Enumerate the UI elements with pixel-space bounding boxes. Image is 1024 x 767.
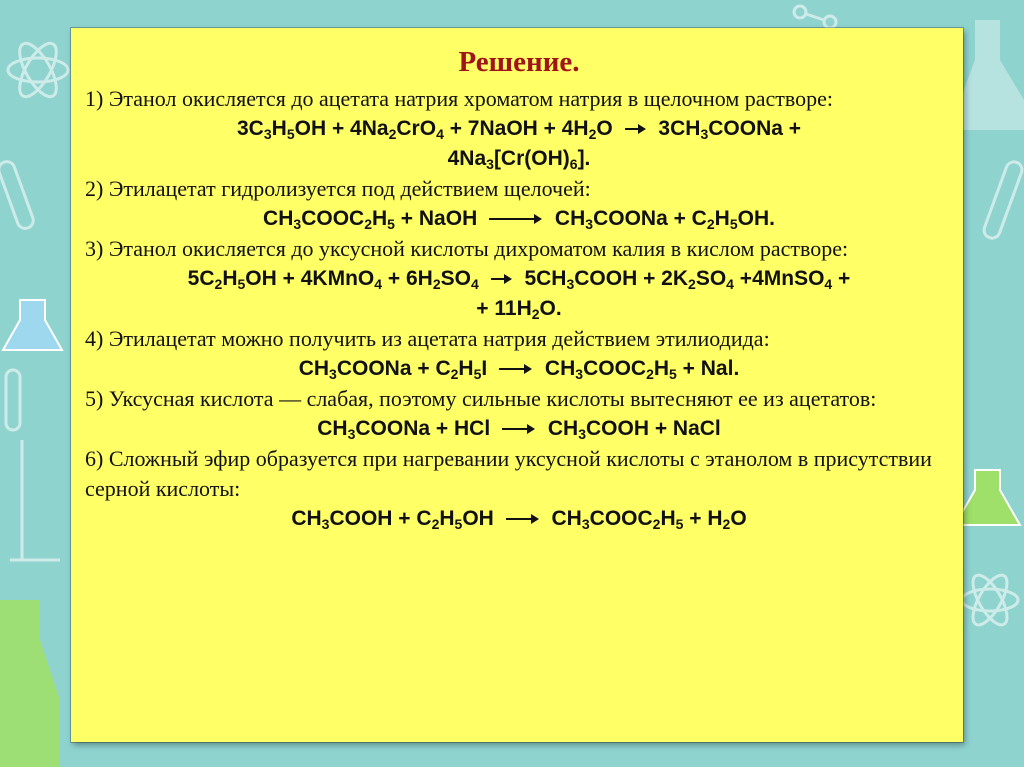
equation-rhs: $3CH_3COONa$ +: [658, 117, 802, 142]
equation-lhs: $CH_3COONa + C_2H_5I$: [298, 357, 488, 382]
equation-rhs: $CH_3COOH$ + NaCl: [547, 417, 721, 442]
step-1-equation: [85, 114, 953, 144]
equation-lhs: $CH_3COOC_2H_5$ + NaOH: [263, 207, 478, 232]
equation-rhs: $CH_3COOC_2H_5 + H_2O$: [551, 507, 747, 532]
step-1-text: 1) Этанол окисляется до ацетата натрия хроматом натрия в щелочном растворе:: [85, 86, 833, 111]
step-5-equation: [85, 414, 953, 444]
hcl-label-flask-icon: [3, 300, 62, 350]
equation-lhs: $CH_3COOH + C_2H_5OH$: [291, 507, 494, 532]
equation-lhs: $3C_3H_5OH + 4Na_2CrO_4$ + 7NaOH + $4H_2O$: [236, 117, 613, 142]
atom-icon: [962, 570, 1018, 629]
reaction-arrow-icon: [489, 213, 543, 225]
step-5-text: 5) Уксусная кислота — слабая, поэтому сильные кислоты вытесняют ее из ацетатов:: [85, 386, 877, 411]
step-4-text: 4) Этилацетат можно получить из ацетата натрия действием этилиодида:: [85, 326, 770, 351]
step-1-equation-cont: $4Na_3[Cr(OH)_6]$.: [447, 147, 591, 172]
flask-icon: [960, 20, 1024, 130]
reaction-arrow-icon: [506, 513, 540, 525]
solution-panel: [71, 28, 963, 742]
reaction-arrow-icon: [499, 363, 533, 375]
burette-icon: [10, 440, 60, 560]
step-3-text: 3) Этанол окисляется до уксусной кислоты дихроматом калия в кислом растворе:: [85, 236, 849, 261]
step-2-equation: [85, 204, 953, 234]
equation-rhs: $CH_3COONa + C_2H_5OH$.: [554, 207, 775, 232]
flask-icon: [0, 600, 60, 767]
atom-icon: [8, 38, 68, 102]
step-2-text: 2) Этилацетат гидролизуется под действием щелочей:: [85, 176, 591, 201]
step-6-equation: [85, 504, 953, 534]
step-4-equation: [85, 354, 953, 384]
equation-lhs: $5C_2H_5OH$ + 4KMnO$_4$ + $6H_2SO_4$: [187, 267, 479, 292]
equation-lhs: $CH_3COONa$ + HCl: [317, 417, 491, 442]
step-6-text: 6) Сложный эфир образуется при нагревании уксусной кислоты с этанолом в присутствии серной кислоты:: [85, 446, 932, 501]
step-3-equation: [85, 264, 953, 294]
reaction-arrow-icon: [491, 273, 513, 285]
page-title: Решение.: [458, 46, 580, 78]
so4-label-flask-icon: [955, 470, 1020, 525]
reaction-arrow-icon: [625, 123, 647, 135]
solution-content: [85, 44, 953, 534]
reaction-arrow-icon: [502, 423, 536, 435]
equation-rhs: $5CH_3COOH + 2K_2SO_4$ +4MnSO$_4$ +: [524, 267, 851, 292]
molecule-icon: [794, 6, 836, 28]
step-3-equation-cont: + $11H_2O$.: [476, 297, 562, 322]
equation-rhs: $CH_3COOC_2H_5$ + Nal.: [544, 357, 740, 382]
